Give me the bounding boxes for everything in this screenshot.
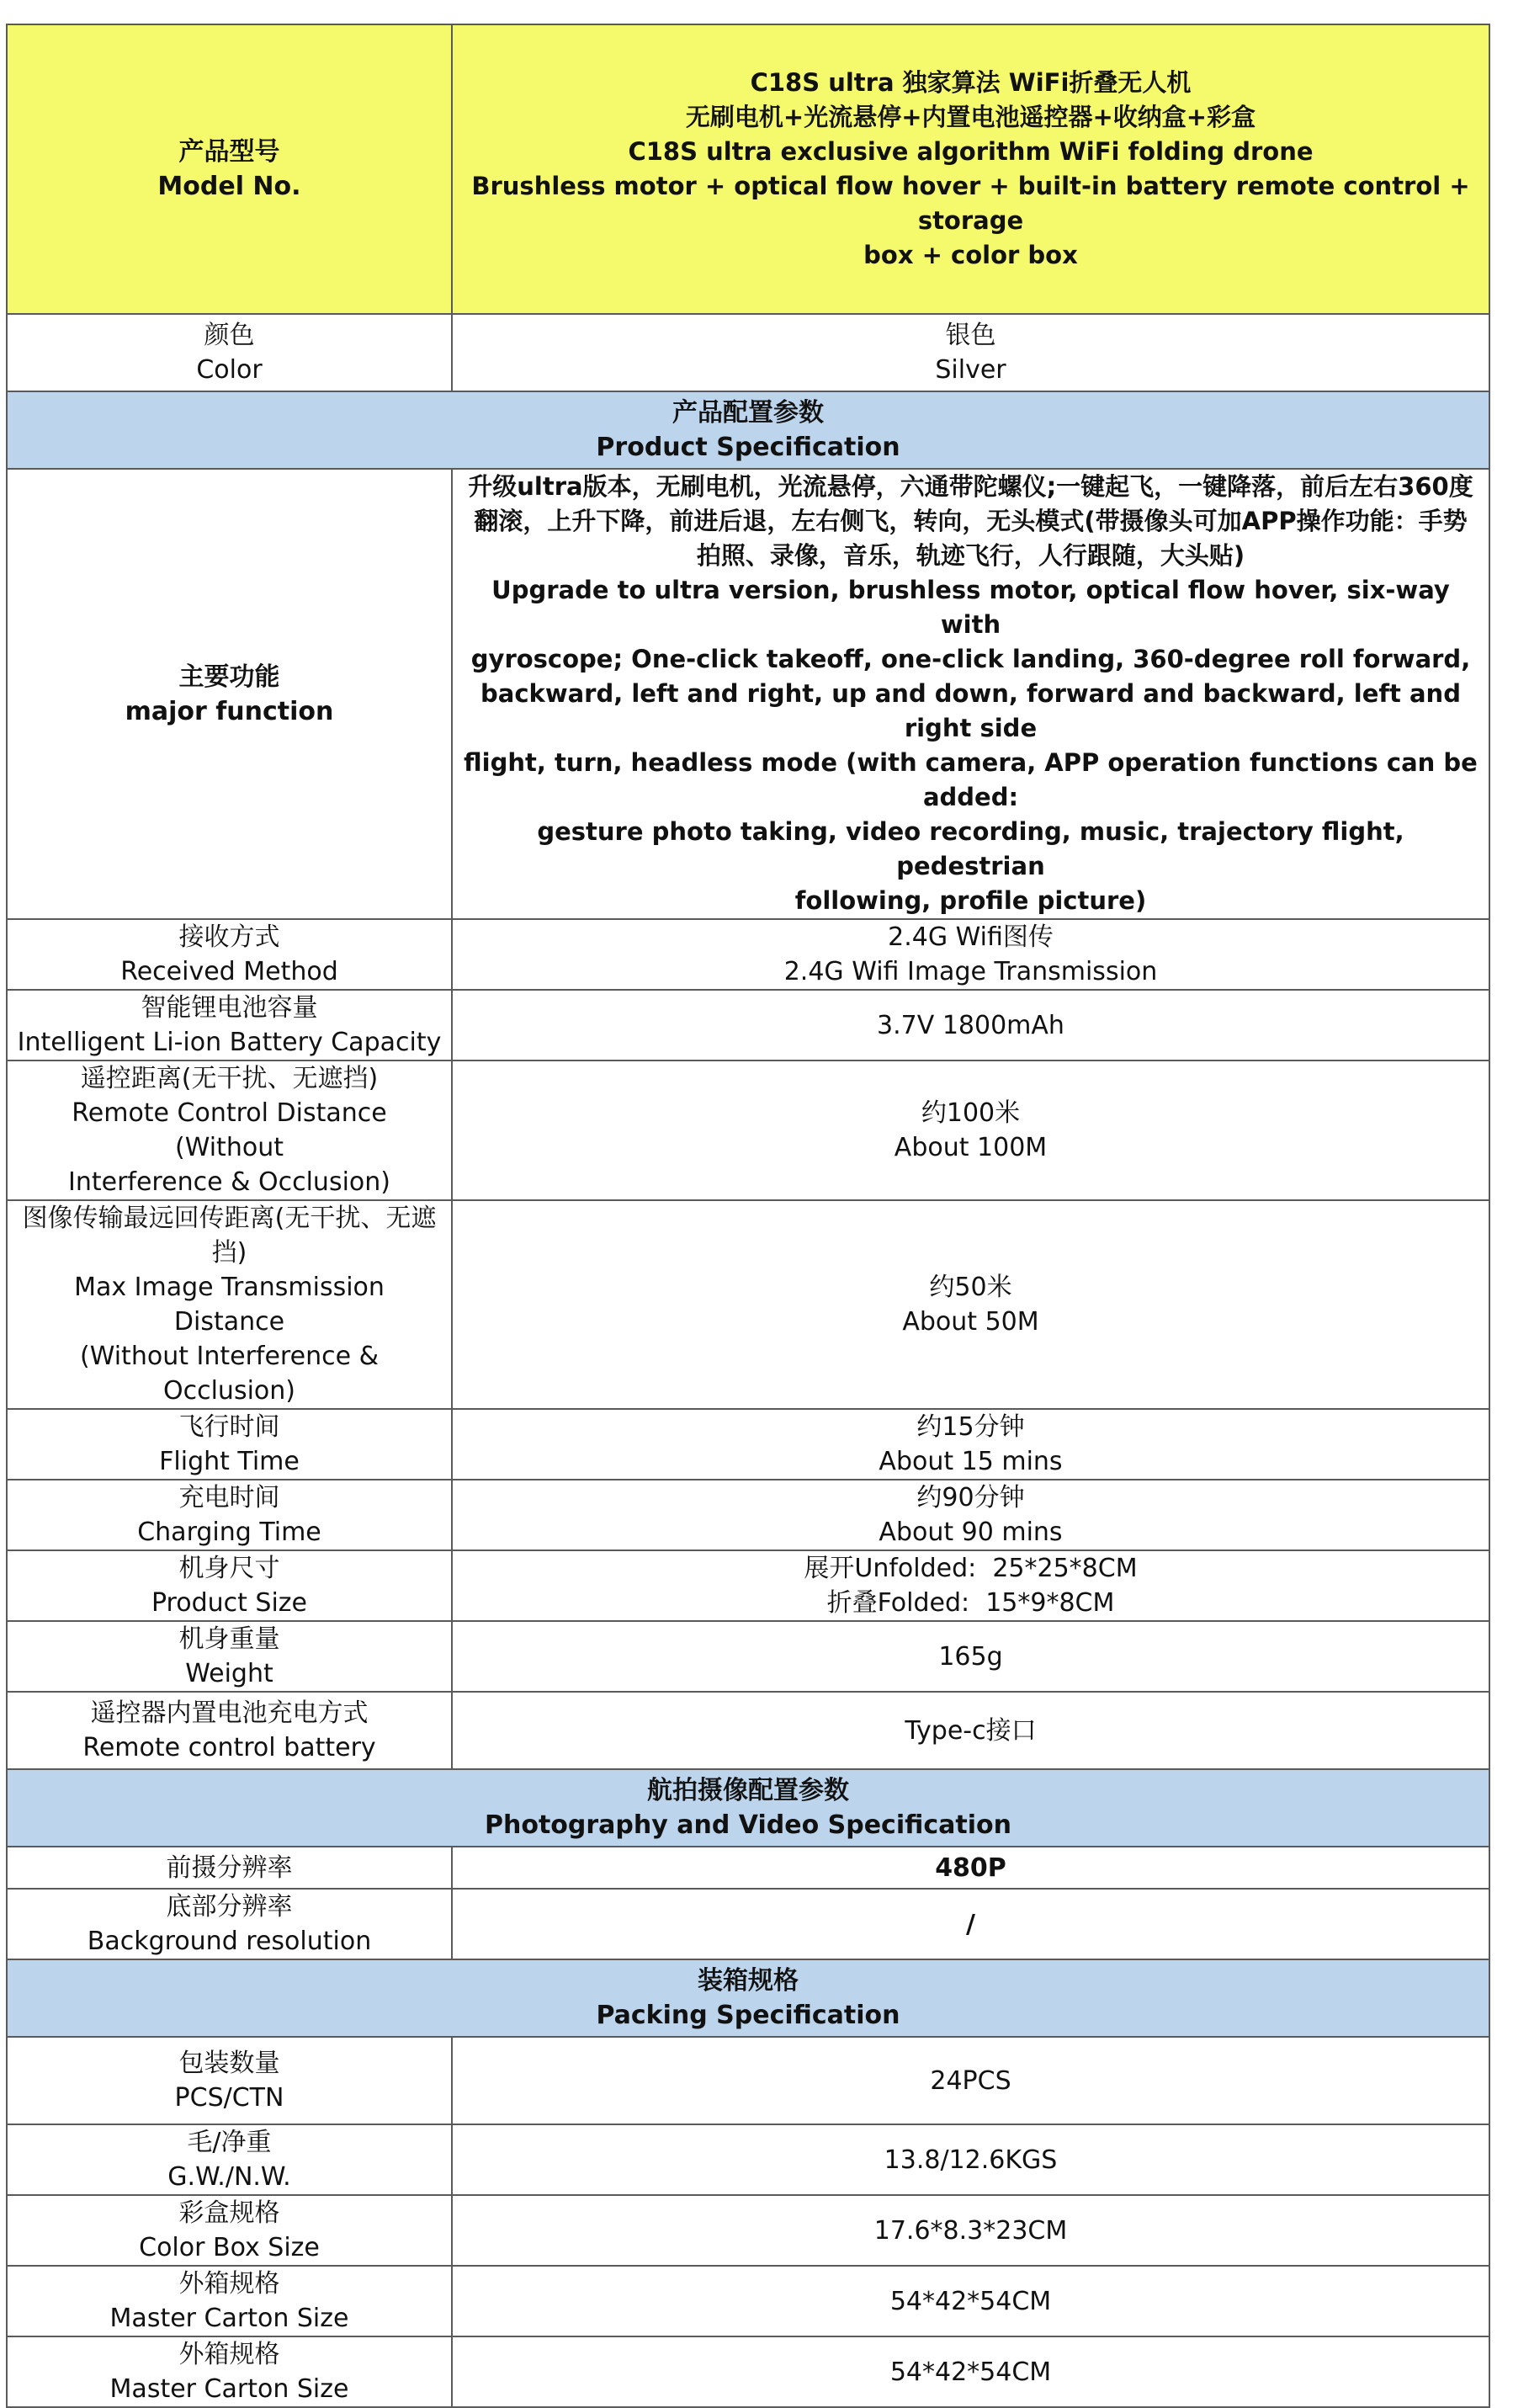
- photo-label-cn: 前摄分辨率: [166, 1853, 293, 1883]
- spec-label-en: Remote control battery: [82, 1733, 376, 1762]
- section-title-cell: [7, 1959, 1489, 2037]
- section-title-cell: [7, 391, 1489, 469]
- packing-value: 24PCS: [930, 2065, 1011, 2096]
- section-title-en: Packing Specification: [596, 2001, 900, 2030]
- section-title-cell: [7, 1769, 1489, 1847]
- spec-label-cn: 图像传输最远回传距离(无干扰、无遮挡): [22, 1204, 437, 1268]
- color-value-en: Silver: [935, 355, 1006, 385]
- spec-label-en: Product Size: [151, 1588, 308, 1618]
- function-line: 升级ultra版本，无刷电机，光流悬停，六通带陀螺仪;一键起飞，一键降落，前后左右360度: [468, 472, 1473, 501]
- model-line: C18S ultra 独家算法 WiFi折叠无人机: [750, 68, 1192, 97]
- model-line: box + color box: [863, 241, 1078, 269]
- packing-row-master-carton: [7, 2336, 1489, 2407]
- function-value-cell: [452, 469, 1489, 919]
- section-title-cn: 产品配置参数: [672, 398, 824, 428]
- function-line: flight, turn, headless mode (with camera, APP operation functions can be added:: [464, 748, 1486, 811]
- spec-label-cn: 飞行时间: [178, 1412, 280, 1442]
- spec-label-en: Charging Time: [137, 1518, 321, 1547]
- function-label-en: major function: [125, 696, 334, 726]
- spec-label-en: Received Method: [120, 957, 338, 986]
- spec-value-cell: [452, 1480, 1489, 1550]
- spec-value: Type-c接口: [905, 1715, 1037, 1746]
- spec-value-en: About 15 mins: [879, 1447, 1063, 1476]
- section-photo-spec: [7, 1769, 1489, 1847]
- spec-value-unfolded: 展开Unfolded: 25*25*8CM: [804, 1554, 1138, 1583]
- spec-value-cell: [452, 1692, 1489, 1769]
- spec-sheet-table: [6, 24, 1490, 2408]
- spec-label-cn: 遥控器内置电池充电方式: [90, 1698, 369, 1728]
- packing-label-en: G.W./N.W.: [167, 2162, 291, 2192]
- model-label-cell: [7, 24, 452, 314]
- packing-value: 17.6*8.3*23CM: [873, 2215, 1068, 2246]
- spec-value-cell: [452, 1409, 1489, 1480]
- photo-value-cell: [452, 1889, 1489, 1959]
- spec-label-en: Max Image Transmission Distance: [74, 1273, 393, 1337]
- spec-value-folded: 折叠Folded: 15*9*8CM: [826, 1588, 1115, 1618]
- spec-label-cell: [7, 1480, 452, 1550]
- model-line: 无刷电机+光流悬停+内置电池遥控器+收纳盒+彩盒: [685, 103, 1256, 131]
- spec-label-cn: 遥控距离(无干扰、无遮挡): [80, 1064, 379, 1093]
- packing-value-cell: [452, 2037, 1489, 2124]
- spec-label-cell: [7, 1621, 452, 1692]
- spec-value: 165g: [938, 1641, 1003, 1672]
- packing-row-pcs-ctn: [7, 2037, 1489, 2124]
- function-row: [7, 469, 1489, 919]
- packing-value: 54*42*54CM: [889, 2286, 1052, 2316]
- packing-label-cell: [7, 2124, 452, 2195]
- spec-label-en: (Without Interference & Occlusion): [80, 1342, 387, 1406]
- function-line: gesture photo taking, video recording, music, trajectory flight, pedestrian: [537, 817, 1413, 880]
- spec-value-cell: [452, 1621, 1489, 1692]
- packing-label-cell: [7, 2266, 452, 2336]
- model-row: [7, 24, 1489, 314]
- function-line: following, profile picture): [794, 886, 1147, 915]
- spec-row-remote-battery: [7, 1692, 1489, 1769]
- packing-label-en: Color Box Size: [139, 2233, 320, 2262]
- packing-label-cn: 毛/净重: [187, 2128, 272, 2157]
- packing-value-cell: [452, 2266, 1489, 2336]
- spec-row-flight-time: [7, 1409, 1489, 1480]
- photo-value-cell: [452, 1847, 1489, 1889]
- photo-label-cn: 底部分辨率: [166, 1892, 293, 1922]
- spec-label-cn: 接收方式: [178, 922, 280, 952]
- photo-label-cell: [7, 1889, 452, 1959]
- packing-value: 54*42*54CM: [889, 2357, 1052, 2387]
- color-label-cn: 颜色: [204, 321, 255, 350]
- section-title-cn: 装箱规格: [698, 1966, 799, 1996]
- packing-label-cn: 外箱规格: [178, 2340, 280, 2369]
- model-line: C18S ultra exclusive algorithm WiFi folding drone: [628, 137, 1314, 166]
- packing-row-weight: [7, 2124, 1489, 2195]
- packing-label-cell: [7, 2336, 452, 2407]
- photo-value: 480P: [935, 1853, 1006, 1883]
- packing-label-en: Master Carton Size: [109, 2304, 349, 2333]
- spec-row-charging-time: [7, 1480, 1489, 1550]
- spec-label-en: Weight: [185, 1659, 273, 1688]
- packing-label-cn: 外箱规格: [178, 2269, 280, 2299]
- model-value-cell: [452, 24, 1489, 314]
- packing-label-cell: [7, 2037, 452, 2124]
- packing-label-cell: [7, 2195, 452, 2266]
- spec-label-cn: 充电时间: [178, 1483, 280, 1512]
- packing-value: 13.8/12.6KGS: [884, 2145, 1058, 2175]
- spec-label-en: Remote Control Distance (Without: [72, 1098, 396, 1162]
- packing-label-cn: 包装数量: [178, 2049, 280, 2078]
- spec-value-en: About 90 mins: [879, 1518, 1063, 1547]
- spec-label-cell: [7, 1692, 452, 1769]
- color-label-en: Color: [196, 355, 263, 385]
- spec-label-en: Intelligent Li-ion Battery Capacity: [17, 1028, 442, 1057]
- spec-value-cn: 约15分钟: [916, 1412, 1025, 1442]
- spec-label-cell: [7, 919, 452, 990]
- spec-value-en: About 50M: [902, 1307, 1039, 1337]
- photo-label-cell: [7, 1847, 452, 1889]
- photo-value: /: [966, 1909, 975, 1939]
- spec-row-weight: [7, 1621, 1489, 1692]
- section-title-cn: 航拍摄像配置参数: [647, 1776, 849, 1805]
- function-label-cn: 主要功能: [178, 662, 280, 692]
- spec-label-cn: 智能锂电池容量: [141, 993, 318, 1023]
- packing-value-cell: [452, 2195, 1489, 2266]
- spec-label-cn: 机身重量: [178, 1624, 280, 1654]
- color-value-cell: [452, 314, 1489, 391]
- model-label-cn: 产品型号: [178, 137, 280, 167]
- packing-row-master-carton: [7, 2266, 1489, 2336]
- spec-value-en: About 100M: [894, 1133, 1048, 1162]
- spec-value-cn: 2.4G Wifi图传: [888, 922, 1054, 952]
- color-label-cell: [7, 314, 452, 391]
- photo-row-front-resolution: [7, 1847, 1489, 1889]
- spec-value-cell: [452, 1060, 1489, 1200]
- spec-value: 3.7V 1800mAh: [877, 1010, 1064, 1040]
- packing-label-en: Master Carton Size: [109, 2374, 349, 2404]
- spec-row-remote-distance: [7, 1060, 1489, 1200]
- section-packing-spec: [7, 1959, 1489, 2037]
- photo-row-bottom-resolution: [7, 1889, 1489, 1959]
- function-label-cell: [7, 469, 452, 919]
- model-line: Brushless motor + optical flow hover + built-in battery remote control + storage: [471, 172, 1478, 235]
- spec-value-cell: [452, 1200, 1489, 1409]
- spec-row-battery-capacity: [7, 990, 1489, 1060]
- spec-label-cell: [7, 1409, 452, 1480]
- packing-label-cn: 彩盒规格: [178, 2198, 280, 2228]
- spec-row-received-method: [7, 919, 1489, 990]
- spec-label-en: Flight Time: [159, 1447, 300, 1476]
- section-title-en: Photography and Video Specification: [485, 1810, 1011, 1840]
- spec-value-cn: 约50米: [929, 1273, 1012, 1302]
- color-row: [7, 314, 1489, 391]
- spec-value-cell: [452, 1550, 1489, 1621]
- packing-value-cell: [452, 2336, 1489, 2407]
- function-line: Upgrade to ultra version, brushless motor, optical flow hover, six-way with: [491, 576, 1458, 639]
- spec-value-cell: [452, 919, 1489, 990]
- spec-label-cell: [7, 990, 452, 1060]
- spec-value-en: 2.4G Wifi Image Transmission: [783, 957, 1158, 986]
- spec-label-en: Interference & Occlusion): [68, 1167, 390, 1197]
- spec-label-cell: [7, 1550, 452, 1621]
- spec-label-cell: [7, 1200, 452, 1409]
- spec-label-cn: 机身尺寸: [178, 1554, 280, 1583]
- section-product-spec: [7, 391, 1489, 469]
- spec-value-cn: 约90分钟: [916, 1483, 1025, 1512]
- spec-value-cn: 约100米: [921, 1098, 1021, 1128]
- section-title-en: Product Specification: [596, 433, 900, 462]
- function-line: 拍照、录像，音乐，轨迹飞行，人行跟随，大头贴): [696, 541, 1245, 570]
- color-value-cn: 银色: [945, 321, 996, 350]
- spec-row-product-size: [7, 1550, 1489, 1621]
- spec-row-image-distance: [7, 1200, 1489, 1409]
- packing-value-cell: [452, 2124, 1489, 2195]
- packing-row-color-box: [7, 2195, 1489, 2266]
- photo-label-en: Background resolution: [87, 1927, 372, 1956]
- function-line: backward, left and right, up and down, forward and backward, left and right side: [480, 679, 1470, 742]
- packing-label-en: PCS/CTN: [174, 2083, 284, 2113]
- spec-label-cell: [7, 1060, 452, 1200]
- spec-value-cell: [452, 990, 1489, 1060]
- model-label-en: Model No.: [157, 172, 301, 201]
- function-line: 翻滚，上升下降，前进后退，左右侧飞，转向，无头模式(带摄像头可加APP操作功能：手势: [474, 507, 1468, 535]
- function-line: gyroscope; One-click takeoff, one-click landing, 360-degree roll forward,: [470, 645, 1471, 673]
